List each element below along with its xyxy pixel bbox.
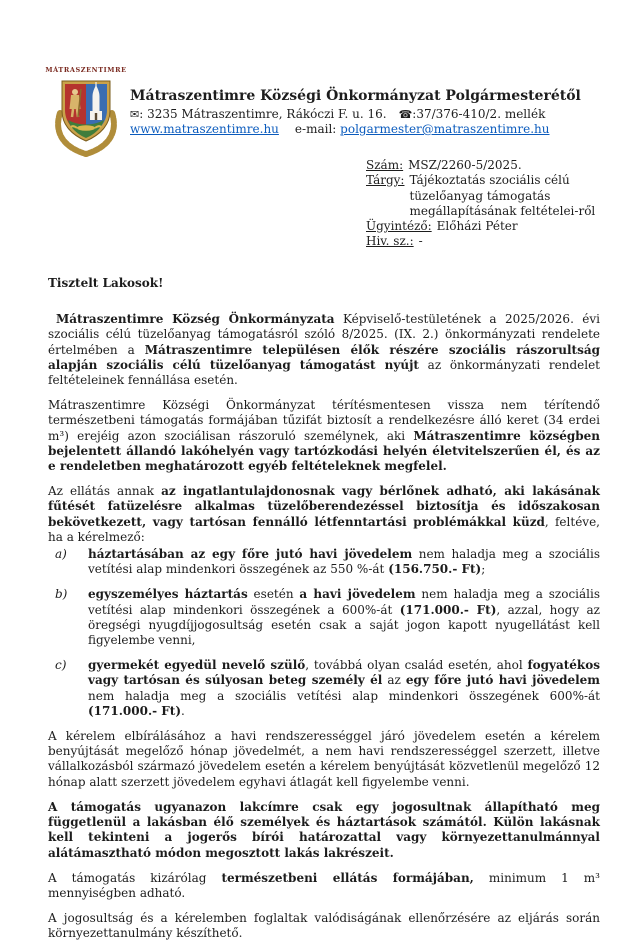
list-item-a (48, 547, 600, 577)
list-item-b (48, 587, 600, 648)
reference-block (366, 158, 604, 250)
list-marker: a) (55, 547, 67, 562)
ref-value: Előházi Péter (436, 219, 518, 234)
text-segment: Az ellátás annak (48, 484, 162, 499)
text-segment: nem haladja meg a szociális vetítési alap mindenkori összegének az 550 %-át (88, 547, 600, 577)
list-marker: b) (55, 587, 68, 602)
text-segment: nem haladja meg a szociális vetítési alap mindenkori összegének 600%-át (88, 688, 600, 703)
text-segment: , feltéve, ha a kérelmező: (48, 514, 600, 544)
address-text: : 3235 Mátraszentimre, Rákóczi F. u. 16. (139, 107, 387, 121)
phone-text: :37/376-410/2. mellék (412, 107, 546, 121)
coat-of-arms-icon (48, 75, 124, 159)
text-segment: gyermekét egyedül nevelő szülő (88, 658, 306, 673)
paragraph-5: A támogatás ugyanazon lakcímre csak egy jogosultnak állapítható meg függetlenül a lakásban élő személyek és háztartások számától. Külön lakásnak kell tekinteni a jogerős bírói határozattal vagy környezettanulmánnyal alátámasztható módon megosztott lakás lakrészeit. (48, 799, 600, 860)
email-link[interactable]: polgarmester@matraszentimre.hu (340, 122, 550, 136)
text-segment: egy főre jutó havi jövedelem (405, 673, 601, 688)
text-segment: Mátraszentimre Községi Önkormányzat térítésmentesen vissza nem térítendő természetbeni támogatás formájában tűzifát biztosít a rendelkezésre álló keret (34 erdei m³) erejéig azon szociálisan rászoruló személynek, aki (48, 398, 600, 443)
phone-icon: ☎ (398, 108, 413, 121)
paragraph-4: A kérelem elbírálásához a havi rendszerességgel járó jövedelem esetén a kérelem benyújtását megelőző hónap jövedelmét, a nem havi rendszerességgel szerzett, illetve vállalkozásból származó jövedelem esetén a kérelem benyújtását közvetlenül megelőző 12 hónap alatt szerzett jövedelem egyhavi átlagát kell figyelembe venni. (48, 729, 600, 789)
text-segment: a havi jövedelem (299, 587, 416, 602)
ref-value: - (418, 234, 423, 249)
text-segment: egyszemélyes háztartás (88, 587, 248, 602)
ref-label: Hiv. sz.: (366, 234, 414, 249)
paragraph-2 (48, 398, 600, 474)
text-segment: fogyatékos vagy tartósan és súlyosan beteg személy él (88, 658, 601, 688)
ref-item-targy (366, 173, 604, 219)
envelope-icon: ✉ (130, 108, 140, 121)
text-segment: természetbeni ellátás formájában, (221, 870, 474, 885)
text-segment: (171.000.- Ft) (399, 602, 497, 617)
ref-label: Ügyintéző: (366, 219, 432, 234)
logo-caption: MÁTRASZENTIMRE (45, 66, 127, 74)
text-segment: Mátraszentimre községben bejelentett állandó lakóhelyén vagy tartózkodási helyén életvitelszerűen él, és az e rendeletben meghatározott egyéb feltételeknek megfelel. (48, 428, 600, 474)
ref-label: Tárgy: (366, 173, 405, 188)
text-segment: háztartásában az egy főre jutó havi jövedelem (88, 547, 413, 562)
org-title: Mátraszentimre Községi Önkormányzat Polgármesterétől (130, 88, 581, 104)
ref-value: MSZ/2260-5/2025. (408, 158, 522, 172)
paragraph-3 (48, 484, 600, 545)
coat-of-arms (44, 66, 128, 163)
text-segment: (156.750.- Ft) (388, 562, 482, 577)
letter-body (48, 276, 600, 952)
text-segment: , azzal, hogy az öregségi nyugdíjjogosultság esetén csak a saját jogon kapott nyugellátást kell figyelembe venni, (88, 602, 601, 648)
list-item-c (48, 658, 600, 719)
text-segment: Mátraszentimre Község Önkormányzata (56, 312, 335, 327)
text-segment: . (181, 703, 185, 718)
ref-value: Tájékoztatás szociális célú tüzelőanyag támogatás megállapításának feltételei-ről (409, 173, 596, 218)
ref-item-hivsz (366, 234, 604, 249)
website-link[interactable]: www.matraszentimre.hu (130, 122, 279, 136)
text-segment: ; (481, 562, 486, 577)
text-segment: nem haladja meg a szociális vetítési alap mindenkori összegének a 600%-át (88, 587, 600, 617)
text-segment: Mátraszentimre településen élők részére szociális rászorultság alapján szociális célú tüzelőanyag támogatást nyújt (48, 342, 600, 372)
ref-item-ugyintezo (366, 219, 604, 234)
text-segment: az ingatlantulajdonosnak vagy bérlőnek adható, aki lakásának fűtését fatüzelésre alkalmas tüzelőberendezéssel biztosítja és időszakosan bekövetkezett, vagy tartósan fennálló létfenntartási problémákkal küzd (48, 484, 600, 529)
text-segment: , továbbá olyan család esetén, ahol (305, 658, 528, 673)
paragraph-7: A jogosultság és a kérelemben foglaltak valódiságának ellenőrzésére az eljárás során környezettanulmány készíthető. (48, 911, 600, 941)
ref-label: Szám: (366, 158, 404, 172)
text-segment: (171.000.- Ft) (88, 703, 182, 718)
list-marker: c) (55, 658, 67, 673)
email-label: e-mail: (294, 122, 337, 136)
web-line (130, 122, 610, 137)
ref-item-szam (366, 158, 604, 173)
letterhead (130, 88, 610, 137)
salutation: Tisztelt Lakosok! (48, 276, 164, 290)
text-segment: az önkormányzati rendelet feltételeinek fennállása esetén. (48, 357, 600, 388)
text-segment: esetén (247, 587, 300, 602)
text-segment: az (382, 673, 406, 688)
paragraph-1 (48, 312, 600, 388)
address-line (130, 107, 610, 122)
text-segment: minimum 1 m³ mennyiségben adható. (48, 870, 600, 900)
text-segment: A támogatás kizárólag (48, 870, 222, 885)
text-segment: Képviselő-testületének a 2025/2026. évi szociális célú tüzelőanyag támogatásról szóló 8/2025. (IX. 2.) önkormányzati rendelete értelmében a (48, 312, 600, 357)
